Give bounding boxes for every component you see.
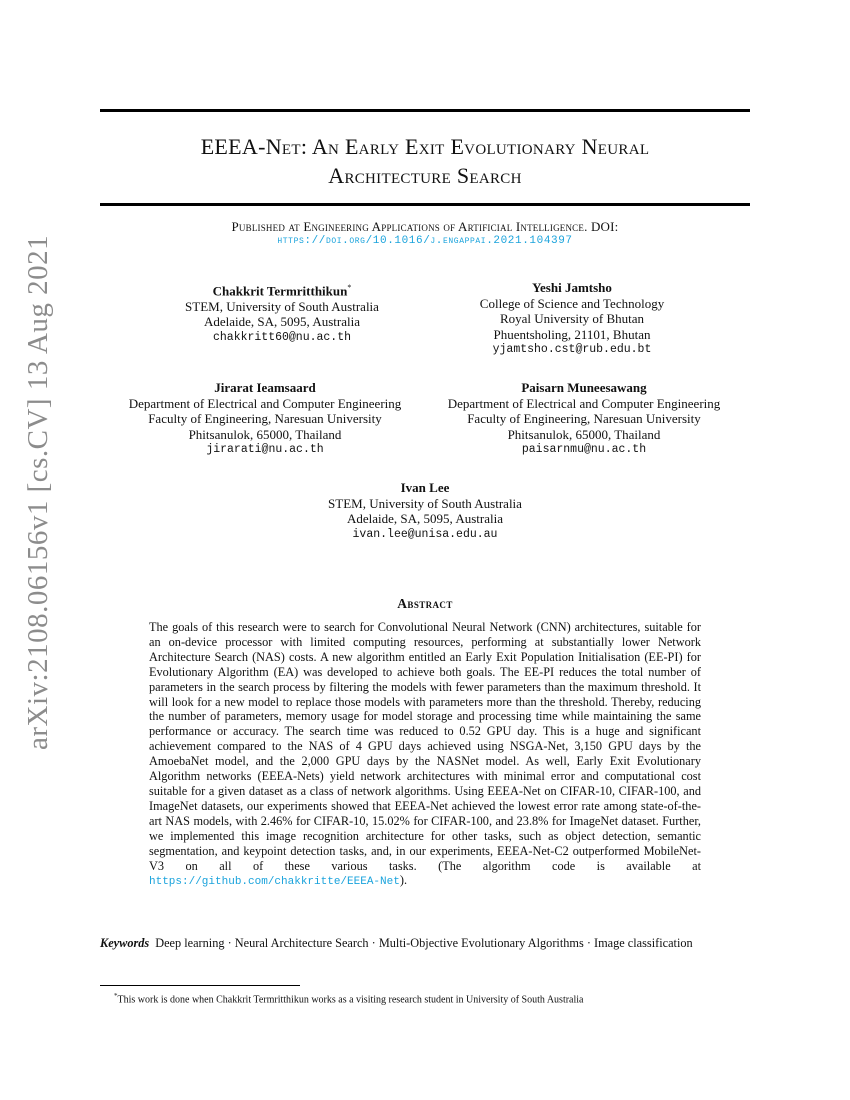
title-bottom-rule <box>100 203 750 206</box>
author-email[interactable]: ivan.lee@unisa.edu.au <box>352 527 498 541</box>
keywords-label: Keywords <box>100 936 150 950</box>
author-affiliation: Department of Electrical and Computer Engineering <box>447 395 721 411</box>
abstract-closing: ). <box>399 873 408 888</box>
author-block <box>122 280 442 345</box>
paper-title <box>100 132 750 190</box>
footnote-marker: * <box>114 992 118 1000</box>
author-affiliation: Adelaide, SA, 5095, Australia <box>347 511 503 526</box>
author-affiliation: STEM, University of South Australia <box>185 298 379 314</box>
author-affiliation: Department of Electrical and Computer Engineering <box>128 395 402 411</box>
footnote-text: This work is done when Chakkrit Termritthikun works as a visiting research student in University of South Australia <box>117 994 584 1006</box>
author-name: Jirarat Ieamsaard <box>214 380 316 395</box>
author-affiliation: STEM, University of South Australia <box>328 495 522 511</box>
author-affiliation: Phitsanulok, 65000, Thailand <box>188 426 342 442</box>
title-line-2: Architecture Search <box>328 163 522 188</box>
publication-text: Published at Engineering Applications of Artificial Intelligence. DOI: <box>231 219 619 234</box>
abstract-text: The goals of this research were to search for Convolutional Neural Network (CNN) architectures, suitable for an on-device processor with limited computing resources, performing at substantially lower Network Architecture Search (NAS) costs. A new algorithm entitled an Early Exit Population Initialisation (EE-PI) for Evolutionary Algorithm (EA) was developed to achieve both goals. The EE-PI reduces the total number of parameters in the search process by filtering the models with fewer parameters than the maximum threshold. It will look for a new model to replace those models with parameters more than the threshold. Thereby, reducing the number of parameters, memory usage for model storage and processing time while maintaining the same performance or accuracy. The search time was reduced to 0.52 GPU day. This is a huge and significant achievement compared to the NAS of 4 GPU days achieved using NSGA-Net, 3,150 GPU days by the AmoebaNet model, and the 2,000 GPU days by the NASNet model. As well, Early Exit Evolutionary Algorithm networks (EEEA-Nets) yield network architectures with minimal error and computational cost suitable for a given dataset as a class of network algorithms. Using EEEA-Net on CIFAR-10, CIFAR-100, and ImageNet datasets, our experiments showed that EEEA-Net achieved the lowest error rate among state-of-the-art NAS models, with 2.46% for CIFAR-10, 15.02% for CIFAR-100, and 23.8% for ImageNet dataset. Further, we implemented this image recognition architecture for other tasks, such as object detection, semantic segmentation, and keypoint detection tasks, and, in our experiments, EEEA-Net-C2 outperformed MobileNet-V3 on all of these various tasks. (The algorithm code is available at <box>149 620 701 873</box>
author-affiliation: Faculty of Engineering, Naresuan University <box>467 411 701 426</box>
author-name: Chakkrit Termritthikun <box>212 283 348 299</box>
arxiv-identifier-stamp: arXiv:2108.06156v1 [cs.CV] 13 Aug 2021 <box>22 234 54 750</box>
author-affiliation: Royal University of Bhutan <box>499 311 645 326</box>
footnote-rule <box>100 985 300 986</box>
author-affiliation: College of Science and Technology <box>479 295 665 311</box>
author-affiliation: Phuentsholing, 21101, Bhutan <box>493 326 651 342</box>
author-affiliation: Adelaide, SA, 5095, Australia <box>204 314 360 330</box>
author-name: Paisarn Muneesawang <box>521 380 647 395</box>
author-name: Ivan Lee <box>400 480 450 495</box>
publication-note <box>100 219 750 249</box>
author-name: Yeshi Jamtsho <box>532 280 612 295</box>
author-affiliation: Faculty of Engineering, Naresuan University <box>148 411 382 426</box>
author-email[interactable]: chakkritt60@nu.ac.th <box>212 330 352 344</box>
author-email[interactable]: yjamtsho.cst@rub.edu.bt <box>492 343 652 356</box>
author-block <box>105 380 425 458</box>
author-block <box>265 480 585 542</box>
doi-link[interactable]: https://doi.org/10.1016/j.engappai.2021.104397 <box>277 235 573 247</box>
abstract-body <box>149 620 701 890</box>
author-block <box>412 280 732 358</box>
title-top-rule <box>100 109 750 112</box>
author-block <box>424 380 744 458</box>
author-email[interactable]: paisarnmu@nu.ac.th <box>521 443 647 456</box>
author-affiliation: Phitsanulok, 65000, Thailand <box>507 426 661 442</box>
title-line-1: EEEA-Net: An Early Exit Evolutionary Neural <box>200 134 650 159</box>
keywords-list: Deep learning · Neural Architecture Search · Multi-Objective Evolutionary Algorithms · Image classification <box>155 936 693 950</box>
author-footnote-marker: * <box>347 283 352 292</box>
keywords-line <box>100 936 760 951</box>
abstract-heading: Abstract <box>397 596 453 611</box>
author-email[interactable]: jirarati@nu.ac.th <box>206 443 324 456</box>
code-repository-link[interactable]: https://github.com/chakkritte/EEEA-Net <box>149 876 400 889</box>
footnote <box>114 990 584 1006</box>
